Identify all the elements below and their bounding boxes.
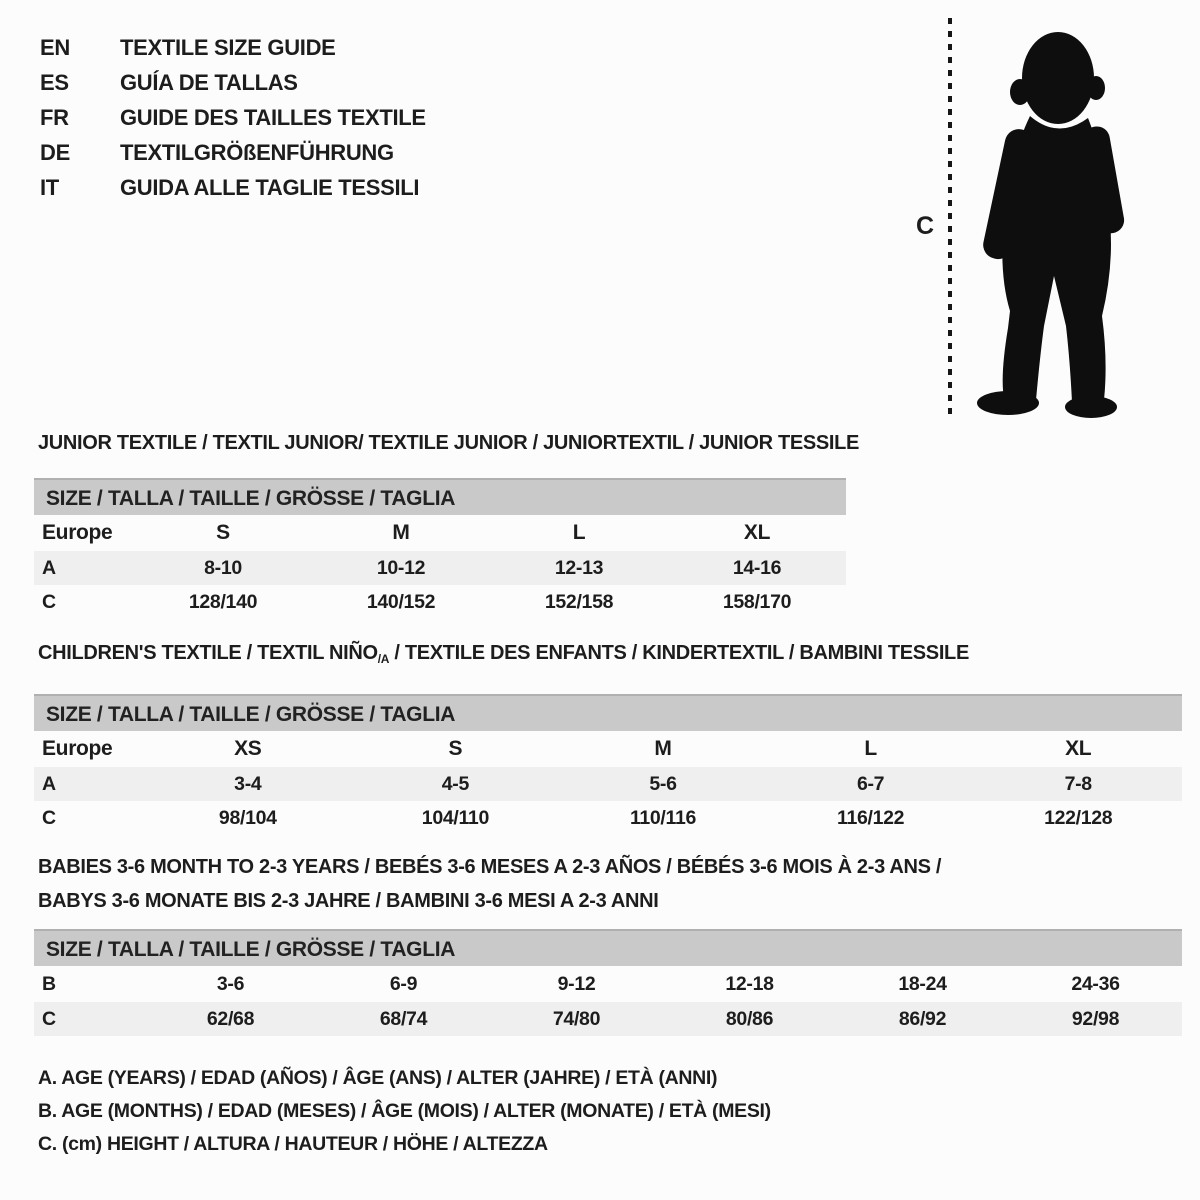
junior-size-header-bar: SIZE / TALLA / TAILLE / GRÖSSE / TAGLIA bbox=[34, 478, 846, 515]
children-title-subscript: /A bbox=[377, 652, 390, 666]
children-sizes-row bbox=[34, 731, 1182, 767]
children-section-title bbox=[34, 640, 1182, 672]
age-value: 7-8 bbox=[1064, 772, 1092, 795]
babies-section-title-line2: BABYS 3-6 MONATE BIS 2-3 JAHRE / BAMBINI 3-6 MESI A 2-3 ANNI bbox=[38, 890, 659, 912]
height-value: 74/80 bbox=[552, 1007, 601, 1030]
size-value: S bbox=[448, 737, 463, 760]
row-label: C bbox=[42, 590, 56, 613]
legend-line-b: B. AGE (MONTHS) / EDAD (MESES) / ÂGE (MOIS) / ALTER (MONATE) / ETÀ (MESI) bbox=[38, 1100, 771, 1122]
age-value: 8-10 bbox=[204, 556, 242, 579]
language-code: ES bbox=[40, 70, 69, 95]
age-value: 5-6 bbox=[649, 772, 677, 795]
age-value: 10-12 bbox=[376, 556, 426, 579]
children-title-rest: / TEXTILE DES ENFANTS / KINDERTEXTIL / BAMBINI TESSILE bbox=[389, 642, 969, 664]
height-value: 152/158 bbox=[544, 590, 614, 613]
age-value: 14-16 bbox=[732, 556, 782, 579]
children-section bbox=[34, 640, 1182, 835]
language-title: TEXTILE SIZE GUIDE bbox=[120, 35, 336, 60]
months-value: 3-6 bbox=[216, 972, 245, 995]
row-label: A bbox=[42, 556, 56, 579]
children-size-header-bar: SIZE / TALLA / TAILLE / GRÖSSE / TAGLIA bbox=[34, 694, 1182, 731]
row-label: A bbox=[42, 772, 56, 795]
junior-age-row bbox=[34, 551, 846, 585]
babies-section-title-line1: BABIES 3-6 MONTH TO 2-3 YEARS / BEBÉS 3-6 MESES A 2-3 AÑOS / BÉBÉS 3-6 MOIS À 2-3 ANS / bbox=[38, 856, 942, 878]
size-value: M bbox=[392, 521, 410, 544]
language-row-en bbox=[40, 30, 426, 65]
height-value: 68/74 bbox=[379, 1007, 428, 1030]
measurement-legend bbox=[38, 1062, 771, 1161]
age-value: 3-4 bbox=[234, 772, 262, 795]
junior-section bbox=[34, 430, 860, 619]
region-label: Europe bbox=[42, 737, 113, 760]
language-title: GUÍA DE TALLAS bbox=[120, 70, 298, 95]
height-value: 80/86 bbox=[725, 1007, 774, 1030]
size-value: L bbox=[572, 521, 586, 544]
size-value: M bbox=[654, 737, 672, 760]
height-value: 140/152 bbox=[366, 590, 436, 613]
height-value: 128/140 bbox=[188, 590, 258, 613]
junior-sizes-row bbox=[34, 515, 846, 551]
language-row-it bbox=[40, 170, 426, 205]
height-value: 104/110 bbox=[421, 806, 489, 829]
months-value: 24-36 bbox=[1071, 972, 1120, 995]
age-value: 4-5 bbox=[441, 772, 469, 795]
size-value: XS bbox=[234, 737, 262, 760]
size-value: L bbox=[864, 737, 877, 760]
months-value: 18-24 bbox=[898, 972, 947, 995]
language-code: DE bbox=[40, 140, 70, 165]
language-row-fr bbox=[40, 100, 426, 135]
junior-height-row bbox=[34, 585, 846, 619]
legend-line-c: C. (cm) HEIGHT / ALTURA / HAUTEUR / HÖHE / ALTEZZA bbox=[38, 1133, 548, 1155]
size-value: XL bbox=[1065, 737, 1092, 760]
months-value: 12-18 bbox=[725, 972, 774, 995]
months-value: 6-9 bbox=[389, 972, 418, 995]
junior-section-title: JUNIOR TEXTILE / TEXTIL JUNIOR/ TEXTILE JUNIOR / JUNIORTEXTIL / JUNIOR TESSILE bbox=[38, 432, 860, 454]
legend-line-a: A. AGE (YEARS) / EDAD (AÑOS) / ÂGE (ANS) / ALTER (JAHRE) / ETÀ (ANNI) bbox=[38, 1067, 718, 1089]
language-list bbox=[40, 30, 426, 205]
language-code: EN bbox=[40, 35, 70, 60]
babies-size-header-bar: SIZE / TALLA / TAILLE / GRÖSSE / TAGLIA bbox=[34, 929, 1182, 966]
language-code: IT bbox=[40, 175, 59, 200]
age-value: 12-13 bbox=[554, 556, 604, 579]
row-label: C bbox=[42, 1007, 56, 1030]
babies-height-row bbox=[34, 1002, 1182, 1036]
height-measure-label: C bbox=[916, 212, 934, 240]
height-dashed-line bbox=[948, 18, 952, 416]
height-figure bbox=[916, 14, 1156, 424]
size-value: S bbox=[216, 521, 230, 544]
children-title-main: CHILDREN'S TEXTILE / TEXTIL NIÑO bbox=[38, 642, 378, 664]
language-row-de bbox=[40, 135, 426, 170]
height-value: 158/170 bbox=[722, 590, 792, 613]
language-title: GUIDE DES TAILLES TEXTILE bbox=[120, 105, 426, 130]
height-value: 98/104 bbox=[218, 806, 277, 829]
height-value: 116/122 bbox=[837, 806, 905, 829]
size-value: XL bbox=[743, 521, 771, 544]
language-code: FR bbox=[40, 105, 69, 130]
height-value: 110/116 bbox=[629, 806, 697, 829]
row-label: B bbox=[42, 972, 56, 995]
height-value: 122/128 bbox=[1044, 806, 1113, 829]
language-row-es bbox=[40, 65, 426, 100]
region-label: Europe bbox=[42, 521, 113, 544]
age-value: 6-7 bbox=[856, 772, 885, 795]
row-label: C bbox=[42, 806, 56, 829]
height-value: 86/92 bbox=[898, 1007, 947, 1030]
language-title: GUIDA ALLE TAGLIE TESSILI bbox=[120, 175, 420, 200]
children-height-row bbox=[34, 801, 1182, 835]
height-value: 92/98 bbox=[1071, 1007, 1120, 1030]
children-age-row bbox=[34, 767, 1182, 801]
toddler-silhouette-icon bbox=[970, 16, 1140, 420]
height-value: 62/68 bbox=[206, 1007, 255, 1030]
months-value: 9-12 bbox=[557, 972, 596, 995]
babies-section bbox=[34, 850, 1182, 1036]
language-title: TEXTILGRÖßENFÜHRUNG bbox=[120, 140, 394, 165]
babies-months-row bbox=[34, 966, 1182, 1002]
